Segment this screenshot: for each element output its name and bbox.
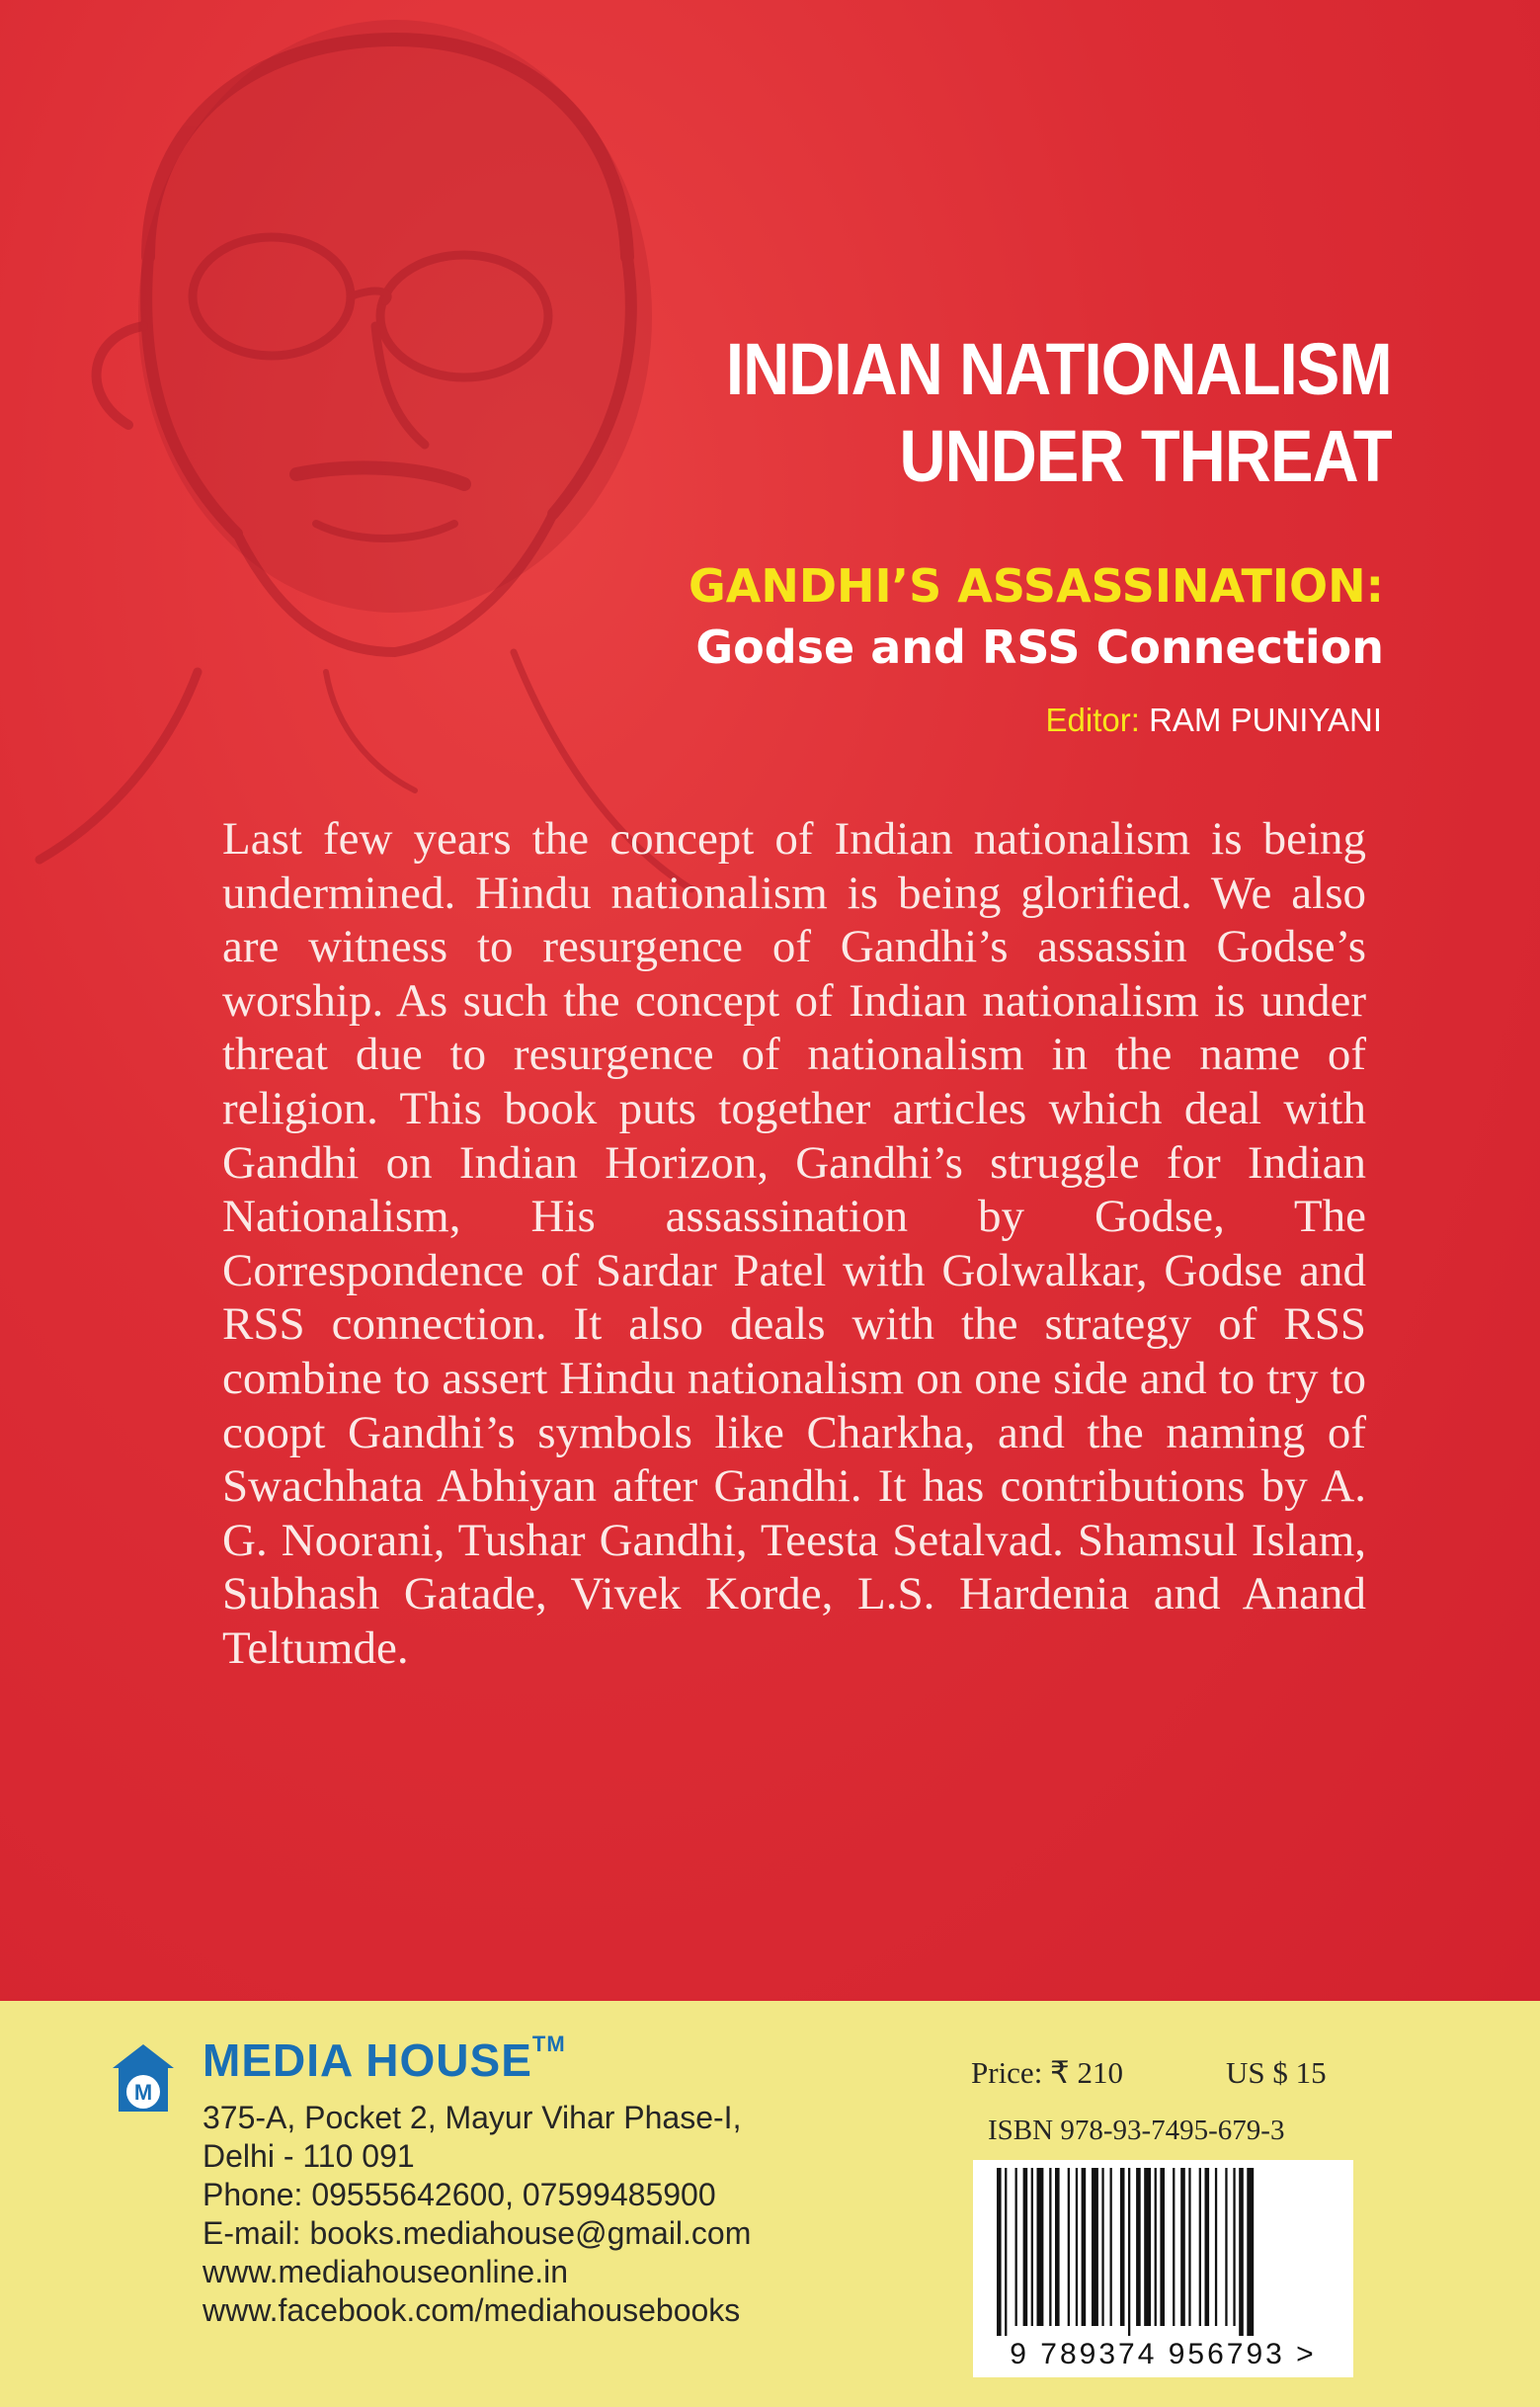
barcode-bar xyxy=(1110,2168,1112,2326)
barcode-bar xyxy=(1128,2168,1130,2336)
email-line: E-mail: books.mediahouse@gmail.com xyxy=(203,2215,752,2251)
barcode-bar xyxy=(1180,2168,1185,2326)
barcode-digits: 9 789374 956793 > xyxy=(1010,2338,1317,2370)
barcode-bar xyxy=(1144,2168,1151,2326)
barcode-bar xyxy=(1160,2168,1165,2326)
price-inr: Price: ₹ 210 xyxy=(971,2055,1124,2090)
barcode-bar xyxy=(1173,2168,1175,2326)
publisher-name xyxy=(203,2034,566,2087)
barcode-bar xyxy=(1055,2168,1060,2326)
barcode-bar xyxy=(1092,2168,1098,2326)
barcode-bar xyxy=(1023,2168,1028,2326)
book-title-line-2: UNDER THREAT xyxy=(899,415,1392,497)
publisher-name-text: MEDIA HOUSE xyxy=(203,2034,532,2086)
website-line: www.mediahouseonline.in xyxy=(203,2254,568,2289)
address-line: Delhi - 110 091 xyxy=(203,2138,415,2174)
barcode-bar xyxy=(1205,2168,1210,2326)
book-title xyxy=(726,326,1392,500)
barcode-bar xyxy=(1155,2168,1157,2326)
barcode-bar xyxy=(1120,2168,1125,2326)
barcode-bar xyxy=(1068,2168,1070,2326)
media-house-logo-icon xyxy=(109,2040,178,2119)
subtitle-line-2: Godse and RSS Connection xyxy=(695,621,1384,674)
barcode-bar xyxy=(1015,2168,1017,2326)
barcode-bar xyxy=(1225,2168,1227,2326)
barcode-bar xyxy=(997,2168,1002,2336)
barcode xyxy=(973,2160,1353,2377)
subtitle-line-1: GANDHI’S ASSASSINATION: xyxy=(689,559,1384,613)
price-usd: US $ 15 xyxy=(1226,2055,1327,2090)
barcode-bar xyxy=(1136,2168,1141,2326)
barcode-bar xyxy=(1049,2168,1051,2326)
barcode-bar xyxy=(1247,2168,1254,2336)
barcode-bar xyxy=(1101,2168,1103,2326)
barcode-bar xyxy=(1215,2168,1217,2326)
book-blurb: Last few years the concept of Indian nationalism is being undermined. Hindu nationalism is being glorified. We also are witness to resurgence of Gandhi’s assassin Godse’s worship. As such the concept of Indian nationalism is under threat due to resurgence of nationalism in the name of religion. This book puts together articles which deal with Gandhi on Indian Horizon, Gandhi’s struggle for Indian Nationalism, His assassination by Godse, The Correspondence of Sardar Patel with Golwalkar, Godse and RSS connection. It also deals with the strategy of RSS combine to assert Hindu nationalism on one side and to try to coopt Gandhi’s symbols like Charkha, and the naming of Swachhata Abhiyan after Gandhi. It has contributions by A. G. Noorani, Tushar Gandhi, Teesta Setalvad. Shamsul Islam, Subhash Gatade, Vivek Korde, L.S. Hardenia and Anand Teltumde. xyxy=(222,813,1366,1674)
isbn: ISBN 978-93-7495-679-3 xyxy=(988,2115,1285,2146)
barcode-bar xyxy=(1188,2168,1190,2326)
phone-line: Phone: 09555642600, 07599485900 xyxy=(203,2177,716,2212)
barcode-bar xyxy=(1233,2168,1235,2326)
barcode-bar xyxy=(1076,2168,1078,2326)
barcode-bar xyxy=(1031,2168,1033,2326)
editor-name: RAM PUNIYANI xyxy=(1149,702,1382,738)
book-title-line-1: INDIAN NATIONALISM xyxy=(726,328,1392,410)
barcode-bar xyxy=(1005,2168,1007,2336)
facebook-line: www.facebook.com/mediahousebooks xyxy=(203,2292,741,2328)
barcode-bars xyxy=(993,2168,1334,2336)
address-line: 375-A, Pocket 2, Mayur Vihar Phase-I, xyxy=(203,2100,742,2135)
barcode-bar xyxy=(1239,2168,1244,2336)
publisher-address xyxy=(203,2099,751,2330)
trademark-mark: TM xyxy=(531,2032,566,2056)
book-subtitle xyxy=(689,555,1384,678)
barcode-bar xyxy=(1037,2168,1044,2326)
barcode-bar xyxy=(1199,2168,1201,2326)
barcode-bar xyxy=(1082,2168,1087,2326)
editor-label: Editor: xyxy=(1045,702,1140,738)
editor-credit xyxy=(1046,702,1382,739)
logo-letter: M xyxy=(133,2080,153,2105)
